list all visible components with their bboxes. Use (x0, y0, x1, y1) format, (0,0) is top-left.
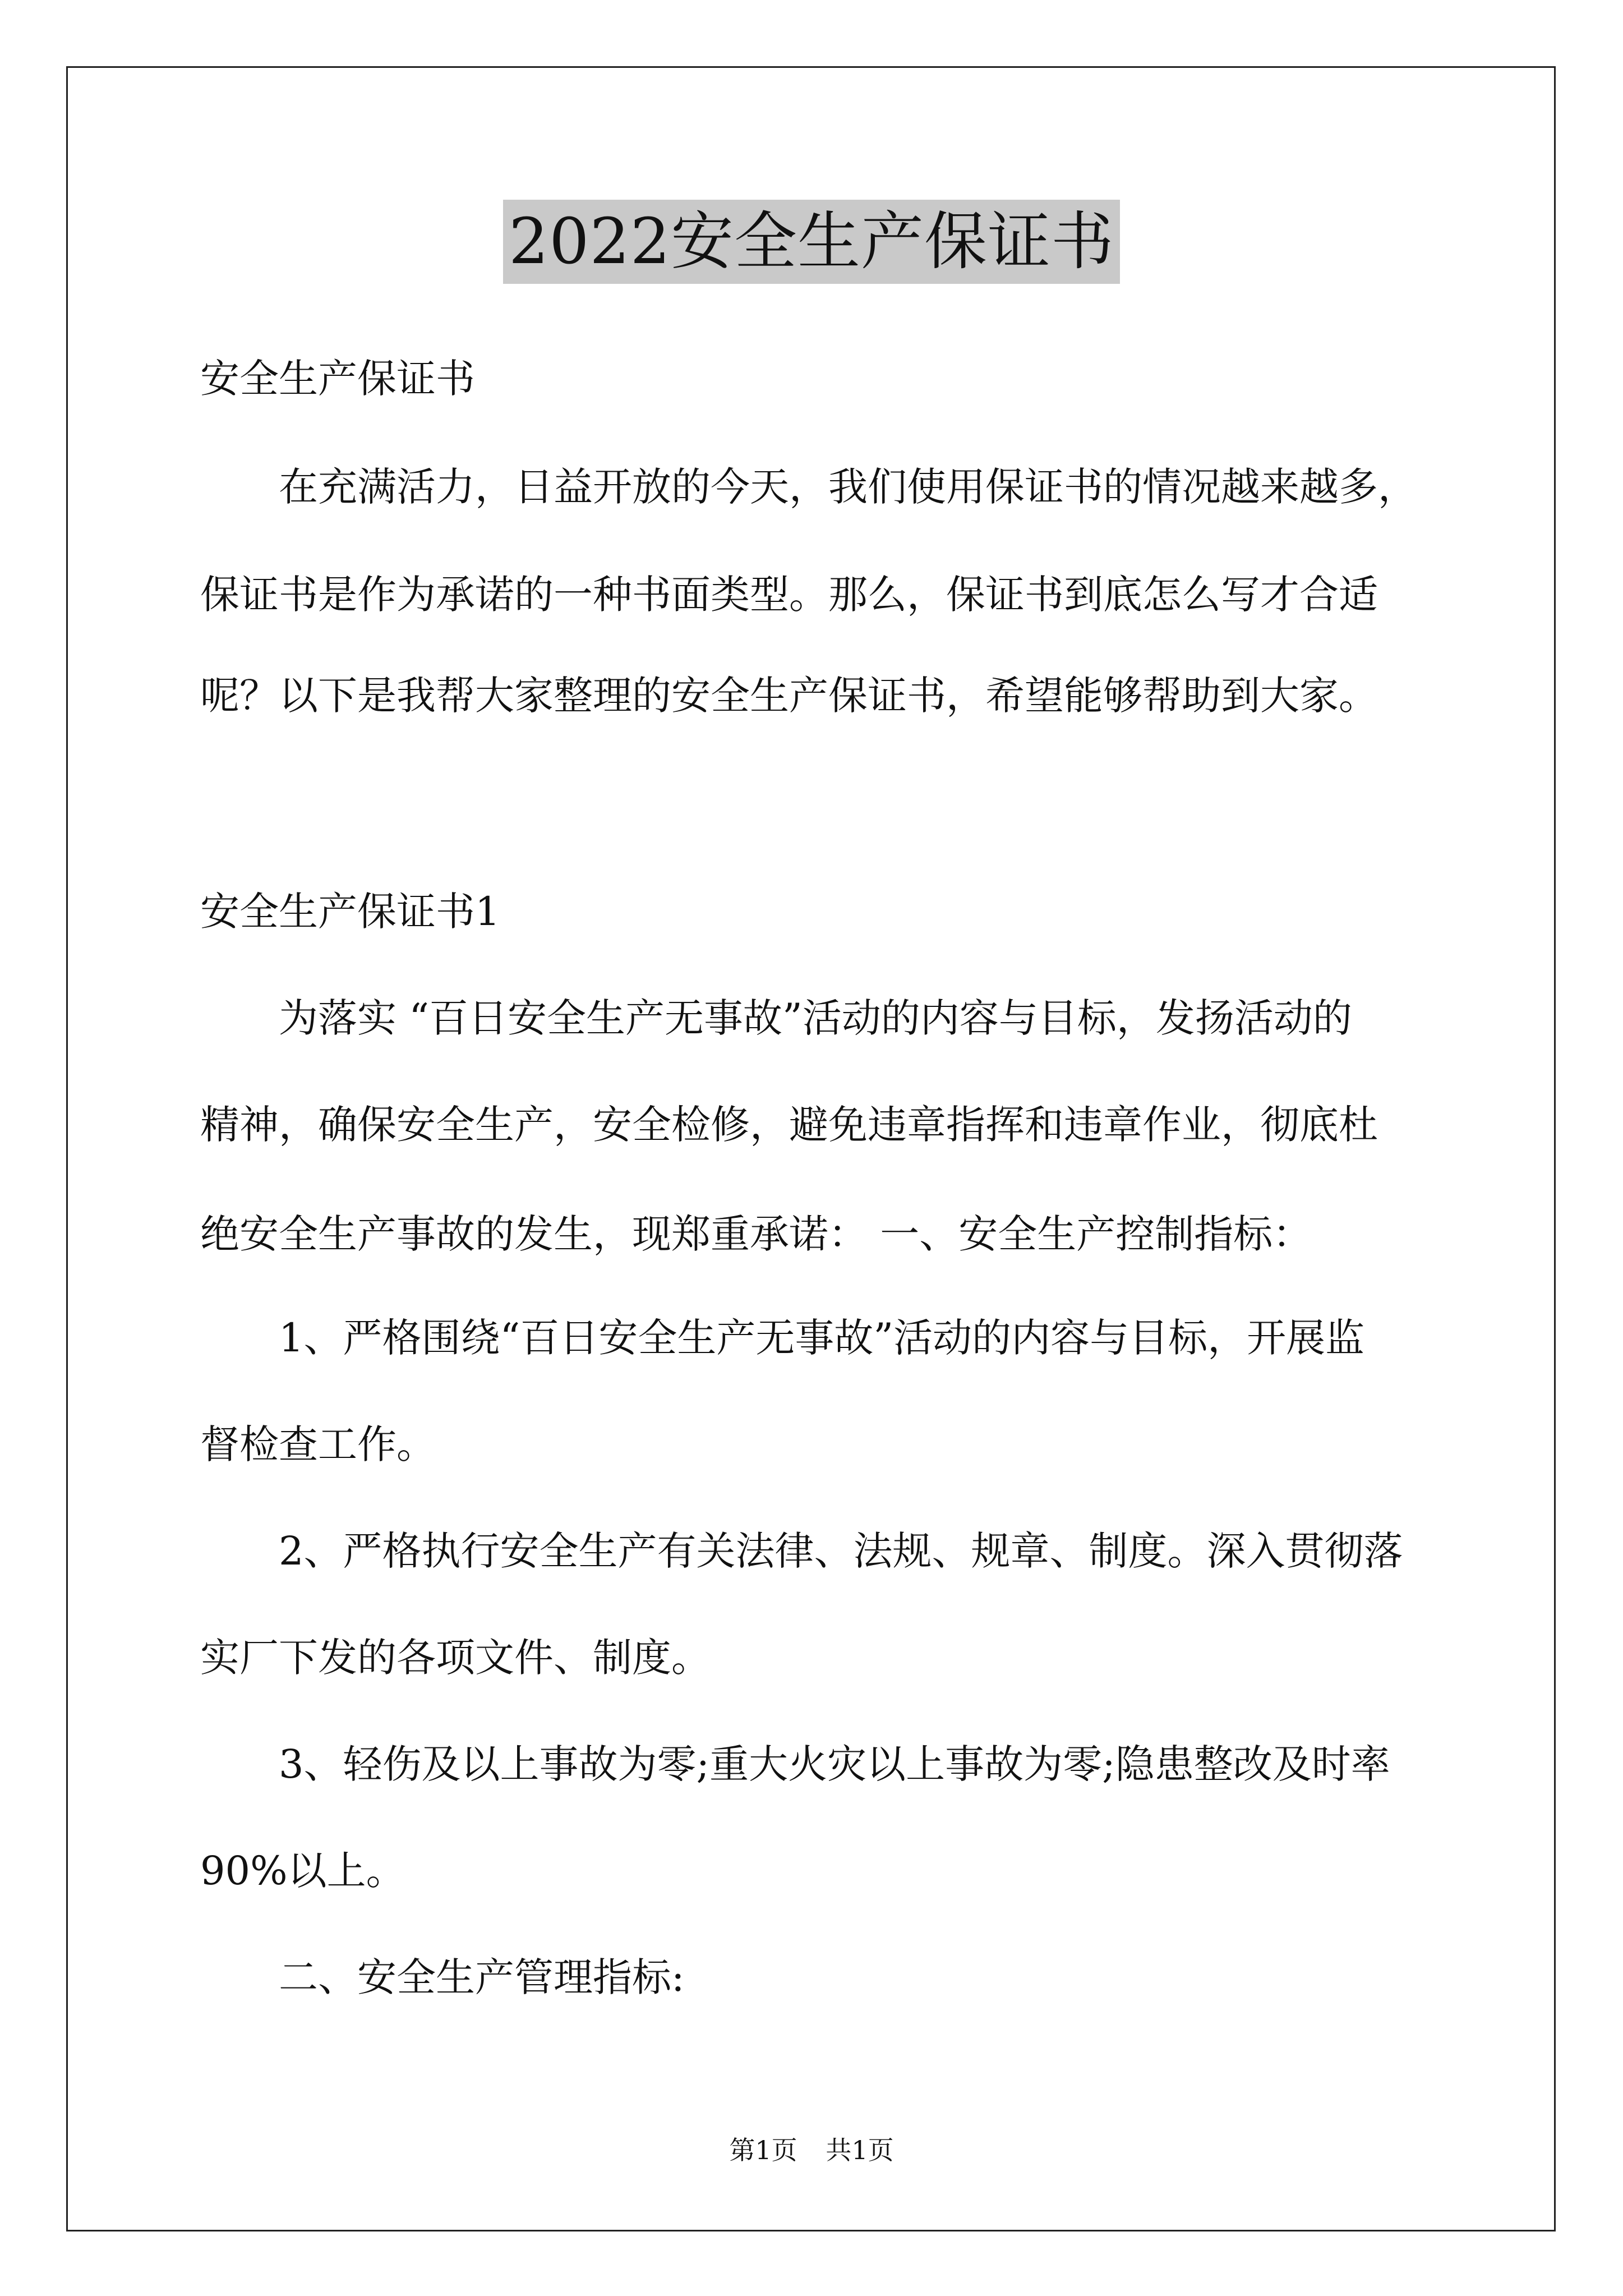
body-line-4: 1、严格围绕“百日安全生产无事故”活动的内容与目标，开展监 (279, 1315, 1365, 1361)
body-line-3: 绝安全生产事故的发生，现郑重承诺： 一、安全生产控制指标： (200, 1211, 1312, 1257)
body-line-6: 2、严格执行安全生产有关法律、法规、规章、制度。深入贯彻落 (279, 1528, 1403, 1574)
page-number: 第1页 (729, 2135, 797, 2165)
body-line-1: 为落实 “百日安全生产无事故”活动的内容与目标，发扬活动的 (279, 995, 1352, 1041)
body-line-7: 实厂下发的各项文件、制度。 (200, 1635, 711, 1681)
body-line-9: 90%以上。 (200, 1848, 405, 1894)
intro-line-3: 呢？以下是我帮大家整理的安全生产保证书，希望能够帮助到大家。 (200, 673, 1378, 719)
body-line-10: 二、安全生产管理指标: (279, 1954, 685, 2000)
page-footer (0, 2133, 1623, 2167)
section-heading: 安全生产保证书 (200, 356, 475, 402)
body-line-5: 督检查工作。 (200, 1421, 436, 1467)
title-container (0, 200, 1623, 284)
page-total: 共1页 (826, 2135, 894, 2165)
intro-line-2: 保证书是作为承诺的一种书面类型。那么，保证书到底怎么写才合适 (200, 572, 1378, 618)
body-line-2: 精神，确保安全生产，安全检修，避免违章指挥和违章作业，彻底杜 (200, 1102, 1378, 1148)
body-line-8: 3、轻伤及以上事故为零;重大火灾以上事故为零;隐患整改及时率 (279, 1741, 1390, 1787)
intro-line-1: 在充满活力，日益开放的今天，我们使用保证书的情况越来越多， (279, 464, 1417, 510)
document-title: 2022安全生产保证书 (503, 200, 1120, 284)
section-heading-1: 安全生产保证书1 (200, 889, 500, 935)
